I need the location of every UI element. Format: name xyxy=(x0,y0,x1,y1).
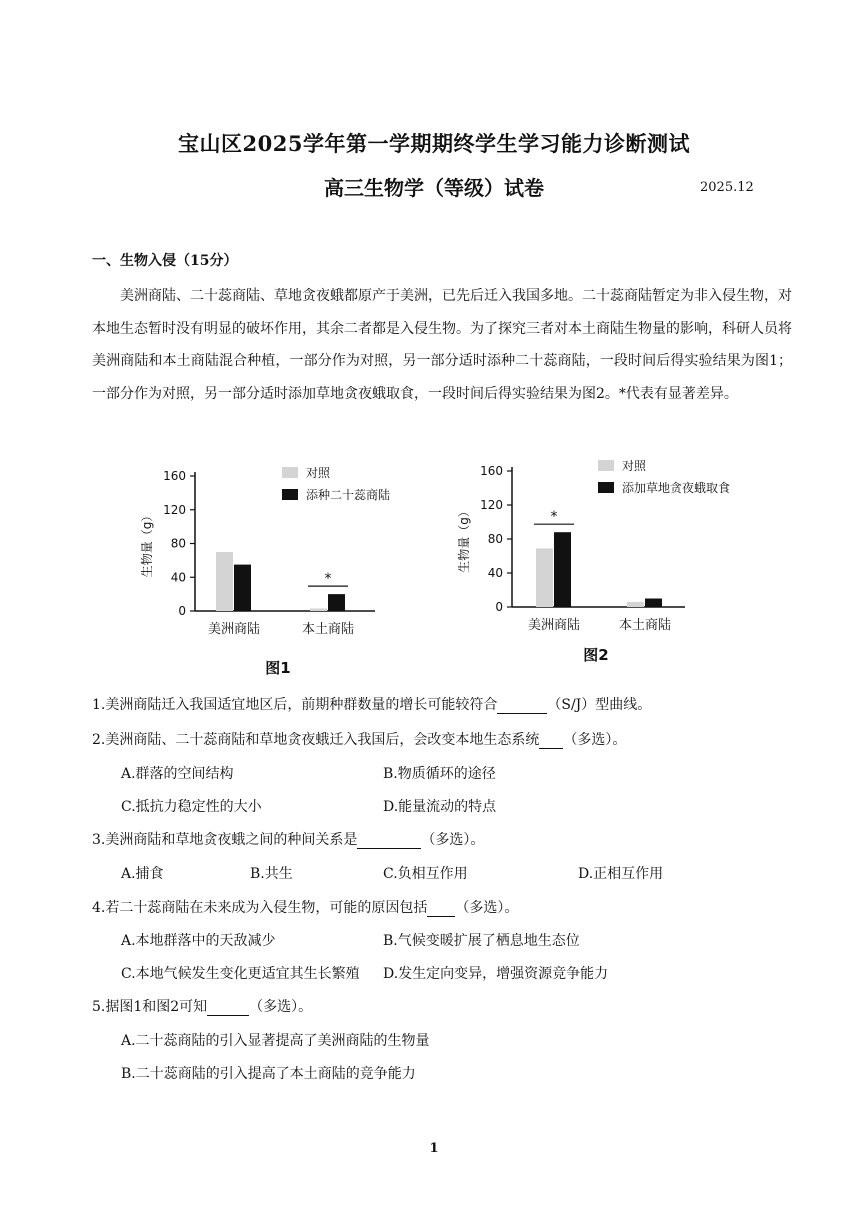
exam-title: 宝山区2025学年第一学期期终学生学习能力诊断测试 xyxy=(178,131,690,156)
y-tick-label: 0 xyxy=(495,600,503,614)
answer-blank-4[interactable] xyxy=(427,902,455,917)
question-5-text: 5.据图1和图2可知 xyxy=(92,999,208,1015)
question-4-option-c: C.本地气候发生变化更适宜其生长繁殖 xyxy=(121,966,360,982)
legend-swatch xyxy=(598,482,614,493)
section-intro: 美洲商陆、二十蕊商陆、草地贪夜蛾都原产于美洲，已先后迁入我国多地。二十蕊商陆暂定为非入侵生物，对本地生态暂时没有明显的破坏作用，其余二者都是入侵生物。为了探究三者对本土商陆生物量的影响，科研人员将美洲商陆和本土商陆混合种植，一部分作为对照，另一部分适时添种二十蕊商陆，一段时间后得实验结果为图1；一部分作为对照，另一部分适时添加草地贪夜蛾取食，一段时间后得实验结果为图2。*代表有显著差异。 xyxy=(92,288,792,402)
y-tick-label: 0 xyxy=(178,604,186,618)
question-2-text: 2.美洲商陆、二十蕊商陆和草地贪夜蛾迁入我国后，会改变本地生态系统 xyxy=(92,732,540,748)
bar-对照 xyxy=(216,552,233,611)
bar-对照 xyxy=(310,608,327,611)
y-tick-label: 120 xyxy=(163,502,186,517)
bar-添加草地贪夜蛾取食 xyxy=(645,599,662,608)
bar-添种二十蕊商陆 xyxy=(234,565,251,611)
bar-添种二十蕊商陆 xyxy=(328,594,345,611)
bar-对照 xyxy=(627,602,644,607)
bar-添加草地贪夜蛾取食 xyxy=(554,532,571,607)
question-5 xyxy=(92,996,312,1016)
answer-blank-2[interactable] xyxy=(539,734,563,749)
x-category-label: 本土商陆 xyxy=(301,622,355,637)
bar-对照 xyxy=(536,548,553,607)
legend-label: 添加草地贪夜蛾取食 xyxy=(622,481,731,495)
question-1-suffix: （S/J）型曲线。 xyxy=(547,697,652,713)
question-1 xyxy=(92,694,651,714)
y-tick-label: 40 xyxy=(170,570,186,585)
question-5-option-a: A.二十蕊商陆的引入显著提高了美洲商陆的生物量 xyxy=(121,1033,430,1049)
legend-swatch xyxy=(282,467,298,478)
y-tick-label: 160 xyxy=(163,469,186,483)
question-3-suffix: （多选）。 xyxy=(421,832,485,848)
legend-label: 对照 xyxy=(622,459,647,473)
legend-swatch xyxy=(282,489,298,500)
x-category-label: 美洲商陆 xyxy=(207,622,261,637)
x-category-label: 美洲商陆 xyxy=(527,618,581,633)
question-2-option-d: D.能量流动的特点 xyxy=(383,799,497,815)
question-5-suffix: （多选）。 xyxy=(249,999,313,1015)
legend-label: 添种二十蕊商陆 xyxy=(306,488,391,502)
question-5-option-b: B.二十蕊商陆的引入提高了本土商陆的竞争能力 xyxy=(121,1066,416,1082)
section-heading: 一、生物入侵（15分） xyxy=(92,253,238,269)
question-3-option-b: B.共生 xyxy=(250,866,293,882)
legend-label: 对照 xyxy=(306,466,331,480)
question-3-option-c: C.负相互作用 xyxy=(383,866,468,882)
page-number: 1 xyxy=(429,1141,439,1156)
question-3-option-d: D.正相互作用 xyxy=(578,866,664,882)
question-2-option-a: A.群落的空间结构 xyxy=(121,766,234,782)
y-tick-label: 40 xyxy=(487,566,503,580)
question-2 xyxy=(92,729,626,749)
exam-subtitle: 高三生物学（等级）试卷 xyxy=(324,176,544,200)
question-4-option-b: B.气候变暖扩展了栖息地生态位 xyxy=(383,933,580,949)
question-4-suffix: （多选）。 xyxy=(455,900,519,916)
y-tick-label: 120 xyxy=(480,498,503,512)
answer-blank-1[interactable] xyxy=(497,699,547,714)
significance-mark: * xyxy=(324,571,332,588)
question-3-text: 3.美洲商陆和草地贪夜蛾之间的种间关系是 xyxy=(92,832,358,848)
question-2-option-c: C.抵抗力稳定性的大小 xyxy=(121,799,262,815)
figure-1-bar-chart xyxy=(130,460,440,685)
question-3 xyxy=(92,829,484,849)
legend-swatch xyxy=(598,460,614,471)
question-4-text: 4.若二十蕊商陆在未来成为入侵生物，可能的原因包括 xyxy=(92,900,428,916)
y-tick-label: 160 xyxy=(480,464,503,478)
question-4-option-a: A.本地群落中的天敌减少 xyxy=(121,933,276,949)
y-tick-label: 80 xyxy=(487,532,503,546)
y-axis-label: 生物量（g） xyxy=(457,505,471,573)
x-category-label: 本土商陆 xyxy=(618,618,672,633)
figure-2-bar-chart xyxy=(450,455,770,680)
figure-caption: 图2 xyxy=(583,646,609,664)
question-2-suffix: （多选）。 xyxy=(563,732,627,748)
question-3-option-a: A.捕食 xyxy=(121,866,164,882)
y-tick-label: 80 xyxy=(170,536,186,551)
question-4 xyxy=(92,897,518,917)
exam-date: 2025.12 xyxy=(700,180,754,195)
question-4-option-d: D.发生定向变异，增强资源竞争能力 xyxy=(383,966,609,982)
significance-mark: * xyxy=(550,509,558,526)
question-2-option-b: B.物质循环的途径 xyxy=(383,766,496,782)
answer-blank-3[interactable] xyxy=(357,834,421,849)
figure-caption: 图1 xyxy=(265,659,291,677)
answer-blank-5[interactable] xyxy=(207,1001,249,1016)
question-1-text: 1.美洲商陆迁入我国适宜地区后，前期种群数量的增长可能较符合 xyxy=(92,697,498,713)
y-axis-label: 生物量（g） xyxy=(140,509,154,578)
